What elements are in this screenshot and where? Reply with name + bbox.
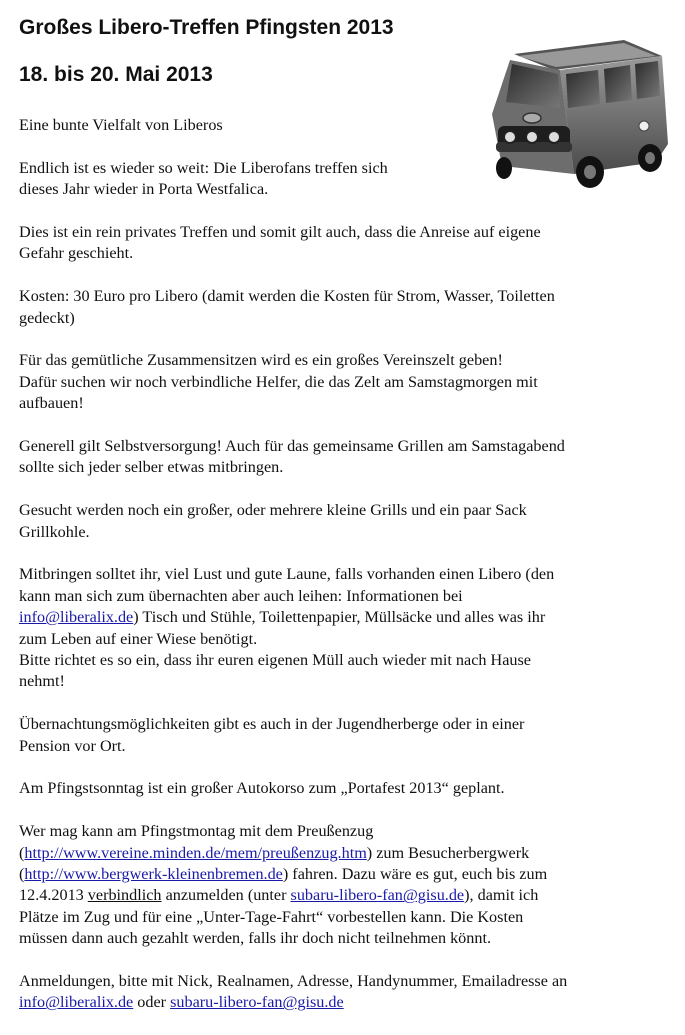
paragraph-welcome: Endlich ist es wieder so weit: Die Liberofans treffen sich dieses Jahr wieder in Porta Westfalica. (19, 158, 388, 199)
event-date: 18. bis 20. Mai 2013 (19, 63, 213, 86)
paragraph-tent: Für das gemütliche Zusammensitzen wird es ein großes Vereinszelt geben! Dafür suchen wir noch verbindliche Helfer, die das Zelt am Samstagmorgen mit aufbauen! (19, 351, 538, 413)
email-link-subaru-2[interactable]: subaru-libero-fan@gisu.de (170, 993, 344, 1012)
email-link-liberalix-2[interactable]: info@liberalix.de (19, 993, 134, 1012)
paragraph-selfcatering: Generell gilt Selbstversorgung! Auch für das gemeinsame Grillen am Samstagabend sollte sich jeder selber etwas mitbringen. (19, 437, 565, 477)
link-bergwerk[interactable]: http://www.bergwerk-kleinenbremen.de (24, 865, 283, 884)
paragraph-grills: Gesucht werden noch ein großer, oder mehrere kleine Grills und ein paar Sack Grillkohle. (19, 501, 527, 541)
email-link-subaru[interactable]: subaru-libero-fan@gisu.de (290, 886, 465, 905)
paragraph-costs: Kosten: 30 Euro pro Libero (damit werden die Kosten für Strom, Wasser, Toiletten gedeckt) (19, 287, 555, 327)
paragraph-autokorso: Am Pfingstsonntag ist ein großer Autokorso zum „Portafest 2013“ geplant. (19, 779, 505, 798)
email-link-liberalix[interactable]: info@liberalix.de (19, 608, 134, 627)
link-preussenzug[interactable]: http://www.vereine.minden.de/mem/preußenzug.htm (24, 843, 367, 862)
article-body (19, 115, 669, 1035)
underlined-verbindlich: verbindlich (87, 886, 162, 905)
page-title: Großes Libero-Treffen Pfingsten 2013 (19, 16, 394, 39)
paragraph-bring: Mitbringen solltet ihr, viel Lust und gute Laune, falls vorhanden einen Libero (den kann man sich zum übernachten aber auch leihen: Informationen bei info@liberalix.de) Tisch und Stühle, Toilettenpapier, Müllsäcke und alles was ihr zum Leben auf einer Wiese benötigt. Bitte richtet es so ein, dass ihr euren eigenen Müll auch wieder mit nach Hause nehmt! (19, 565, 555, 691)
paragraph-train: Wer mag kann am Pfingstmontag mit dem Preußenzug (http://www.vereine.minden.de/mem/preußenzug.htm) zum Besucherbergwerk (http://www.bergwerk-kleinenbremen.de) fahren. Dazu wäre es gut, euch bis zum 12.4.2013 verbindlich anzumelden (unter subaru-libero-fan@gisu.de), damit ich Plätze im Zug und für eine „Unter-Tage-Fahrt“ vorbestellen kann. Die Kosten müssen dann auch gezahlt werden, falls ihr doch nicht teilnehmen könnt. (19, 822, 548, 948)
paragraph-private: Dies ist ein rein privates Treffen und somit gilt auch, dass die Anreise auf eigene Gefahr geschieht. (19, 223, 541, 263)
intro-line: Eine bunte Vielfalt von Liberos (19, 116, 223, 134)
paragraph-accommodation: Übernachtungsmöglichkeiten gibt es auch in der Jugendherberge oder in einer Pension vor Ort. (19, 715, 525, 755)
paragraph-registration: Anmeldungen, bitte mit Nick, Realnamen, Adresse, Handynummer, Emailadresse an info@liberalix.de oder subaru-libero-fan@gisu.de (19, 972, 568, 1012)
